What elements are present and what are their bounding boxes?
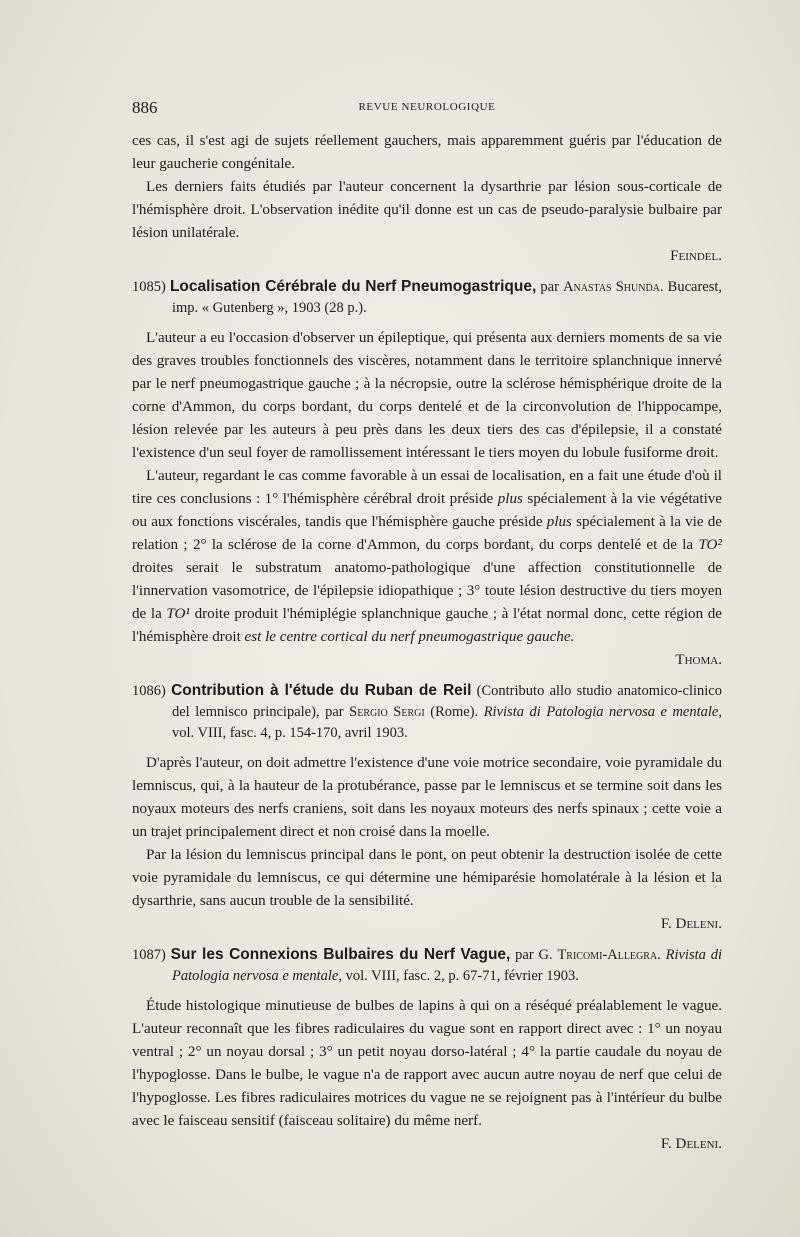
entry-1086-para-1: D'après l'auteur, on doit admettre l'existence d'une voie motrice secondaire, voie pyramidale du lemniscus, qui, à la hauteur de la protubérance, passe par le lemniscus et se termine soit dans les noyaux moteurs des nerfs craniens, soit dans les noyaux moteurs des nerfs spinaux ; cette voie a un trajet principalement direct et non croisé dans la moelle. xyxy=(132,755,722,840)
entry-author: Anastas Shunda xyxy=(563,279,660,295)
entry-title: Localisation Cérébrale du Nerf Pneumogastrique, xyxy=(169,278,537,295)
intro-paragraph: ces cas, il s'est agi de sujets réellement gauchers, mais apparemment guéris par l'éducation de leur gaucherie congénitale. xyxy=(132,133,722,172)
page-body xyxy=(132,130,722,1156)
intro-paragraph-2: Les derniers faits étudiés par l'auteur concernent la dysarthrie par lésion sous-corticale de l'hémisphère droit. L'observation inédite qu'il donne est un cas de pseudo-paralysie bulbaire par lésion unilatérale. xyxy=(132,179,722,241)
entry-1085-para-2: L'auteur, regardant le cas comme favorable à un essai de localisation, en a fait une étude d'où il tire ces conclusions : 1° l'hémisphère cérébral droit préside plus spécialement à la vie végétative ou aux fonctions viscérales, tandis que l'hémisphère gauche préside plus spécialement à la vie de relation ; 2° la sclérose de la corne d'Ammon, du corps bordant, du corps dentelé et de la TO² droites serait le substratum anatomo-pathologique d'une affection constitutionnelle de l'innervation vasomotrice, de l'épilepsie idiopathique ; 3° toute lésion destructive du tiers moyen de la TO¹ droite produit l'hémiplégie splanchnique gauche ; à l'état normal donc, cette région de l'hémisphère droit est le centre cortical du nerf pneumogastrique gauche. xyxy=(132,468,723,645)
entry-1085-para-1: L'auteur a eu l'occasion d'observer un épileptique, qui présenta aux derniers moments de sa vie des graves troubles fonctionnels des viscères, notamment dans le territoire splanchnique innervé par le nerf pneumogastrique gauche ; à la nécropsie, outre la sclérose hémisphérique droite de la corne d'Ammon, du corps bordant, du corps dentelé et de la circonvolution de l'hippocampe, lésion relevée par les auteurs à peu près dans les deux tiers des cas d'épilepsie, il a constaté l'existence d'un seul foyer de ramollissement intéressant le tiers moyen du lobule fusiforme droit. xyxy=(132,330,722,461)
signature-deleni: F. Deleni. xyxy=(660,916,722,932)
entry-title: Sur les Connexions Bulbaires du Nerf Vague, xyxy=(170,946,511,963)
entry-title: Contribution à l'étude du Ruban de Reil xyxy=(171,682,472,699)
entry-1086-heading: 1086) Contribution à l'étude du Ruban de Reil (Contributo allo studio anatomico-clinico del lemnisco principale), par Sergio Sergi (Rome). Rivista di Patologia nervosa e mentale, vol. VIII, fasc. 4, p. 154-170, avril 1903. xyxy=(132,682,722,741)
journal-name: Rivista di Patologia nervosa e mentale xyxy=(172,947,722,984)
entry-1085-heading: 1085) Localisation Cérébrale du Nerf Pneumogastrique, par Anastas Shunda. Bucarest, imp. « Gutenberg », 1903 (28 p.). xyxy=(132,278,723,316)
entry-number: 1087) xyxy=(132,947,166,963)
entry-author: Tricomi-Allegra xyxy=(557,947,658,963)
entry-number: 1086) xyxy=(132,683,166,699)
entry-1086-para-2: Par la lésion du lemniscus principal dans le pont, on peut obtenir la destruction isolée de cette voie pyramidale du lemniscus, ce qui détermine une hémiparésie homolatérale à la lésion et la dysarthrie, sans aucun trouble de la sensibilité. xyxy=(132,847,722,909)
signature-deleni-2: F. Deleni. xyxy=(660,1136,722,1152)
entry-author: Sergio Sergi xyxy=(349,704,425,720)
entry-1087-para-1: Étude histologique minutieuse de bulbes de lapins à qui on a réséqué préalablement le vague. L'auteur reconnaît que les fibres radiculaires du vague sont en rapport direct avec : 1° un noyau ventral ; 2° un noyau dorsal ; 3° un petit noyau dorso-latéral ; 4° la partie caudale du noyau de l'hypoglosse. Dans le bulbe, le vague n'a de rapport avec aucun autre noyau de nerf que celui de l'hypoglosse. Les fibres radiculaires motrices du vague ne se rejoignent pas à l'intérieur du bulbe avec le faisceau sensitif (faisceau solitaire) du même nerf. xyxy=(132,998,722,1129)
signature-feindel: Feindel. xyxy=(670,248,722,264)
entry-1087-heading: 1087) Sur les Connexions Bulbaires du Nerf Vague, par G. Tricomi-Allegra. Rivista di Patologia nervosa e mentale, vol. VIII, fasc. 2, p. 67-71, février 1903. xyxy=(132,946,722,984)
signature-thoma: Thoma. xyxy=(675,652,722,668)
journal-name: Rivista di Patologia nervosa e mentale xyxy=(483,704,719,720)
page-header xyxy=(132,98,722,120)
entry-number: 1085) xyxy=(132,279,166,295)
page-number: 886 xyxy=(132,98,158,117)
running-title: REVUE NEUROLOGIQUE xyxy=(358,101,496,113)
